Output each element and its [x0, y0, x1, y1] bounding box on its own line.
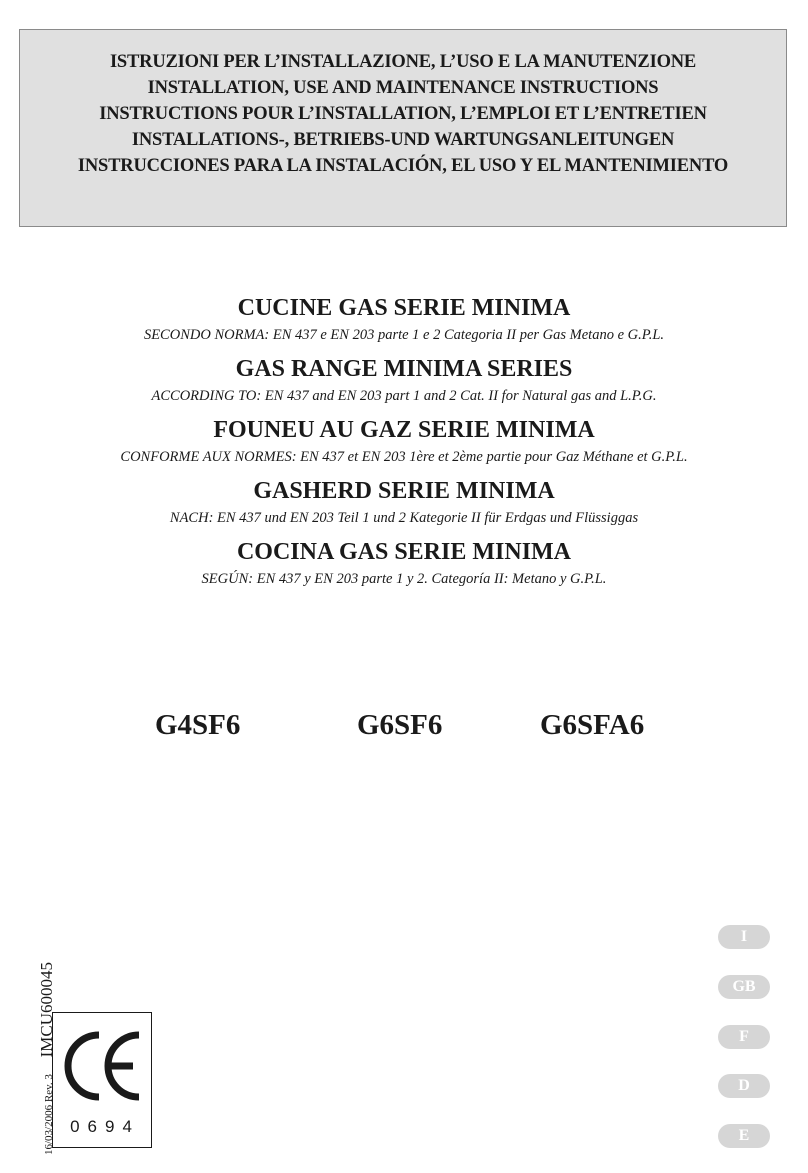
- product-title-english: [0, 353, 808, 414]
- language-badge-italian: I: [718, 925, 770, 949]
- product-title-italian: [0, 292, 808, 353]
- product-title: FOUNEU AU GAZ SERIE MINIMA: [213, 417, 595, 443]
- header-line-french: INSTRUCTIONS POUR L’INSTALLATION, L’EMPLOI ET L’ENTRETIEN: [99, 104, 707, 124]
- product-title: CUCINE GAS SERIE MINIMA: [237, 295, 571, 321]
- product-title: COCINA GAS SERIE MINIMA: [236, 539, 572, 565]
- product-titles: [0, 292, 808, 597]
- product-title-german: [0, 475, 808, 536]
- language-badge-spanish: E: [718, 1124, 770, 1148]
- product-title: GASHERD SERIE MINIMA: [253, 478, 555, 504]
- header-line-italian: ISTRUZIONI PER L’INSTALLAZIONE, L’USO E LA MANUTENZIONE: [109, 52, 697, 72]
- model-code: G6SF6: [357, 709, 443, 741]
- language-badge-french: F: [718, 1025, 770, 1049]
- doc-date: 16/03/2006: [43, 1104, 55, 1155]
- product-subtitle: NACH: EN 437 und EN 203 Teil 1 und 2 Kategorie II für Erdgas und Flüssiggas: [169, 510, 639, 526]
- product-title-french: [0, 414, 808, 475]
- language-badge-english: GB: [718, 975, 770, 999]
- product-subtitle: SECONDO NORMA: EN 437 e EN 203 parte 1 e 2 Categoria II per Gas Metano e G.P.L.: [143, 327, 665, 343]
- header-line-english: INSTALLATION, USE AND MAINTENANCE INSTRUCTIONS: [147, 78, 659, 98]
- model-code: G4SF6: [155, 709, 241, 741]
- notified-body-number: 0694: [70, 1117, 140, 1136]
- doc-id: IMCU600045: [37, 961, 56, 1058]
- language-badge-german: D: [718, 1074, 770, 1098]
- model-code: G6SFA6: [540, 709, 645, 741]
- product-subtitle: CONFORME AUX NORMES: EN 437 et EN 203 1ère et 2ème partie pour Gaz Méthane et G.P.L.: [120, 449, 688, 465]
- product-title-spanish: [0, 536, 808, 597]
- instructions-header-box: [19, 29, 787, 227]
- ce-certification-box: [52, 1012, 152, 1148]
- doc-revision: Rev. 3: [43, 1074, 55, 1103]
- header-line-spanish: INSTRUCCIONES PARA LA INSTALACIÓN, EL USO Y EL MANTENIMIENTO: [77, 156, 729, 176]
- ce-mark-icon: [63, 1027, 143, 1105]
- product-subtitle: ACCORDING TO: EN 437 and EN 203 part 1 and 2 Cat. II for Natural gas and L.P.G.: [151, 388, 657, 404]
- product-subtitle: SEGÚN: EN 437 y EN 203 parte 1 y 2. Categoría II: Metano y G.P.L.: [201, 571, 607, 587]
- header-line-german: INSTALLATIONS-, BETRIEBS-UND WARTUNGSANLEITUNGEN: [131, 130, 675, 150]
- product-title: GAS RANGE MINIMA SERIES: [235, 356, 573, 382]
